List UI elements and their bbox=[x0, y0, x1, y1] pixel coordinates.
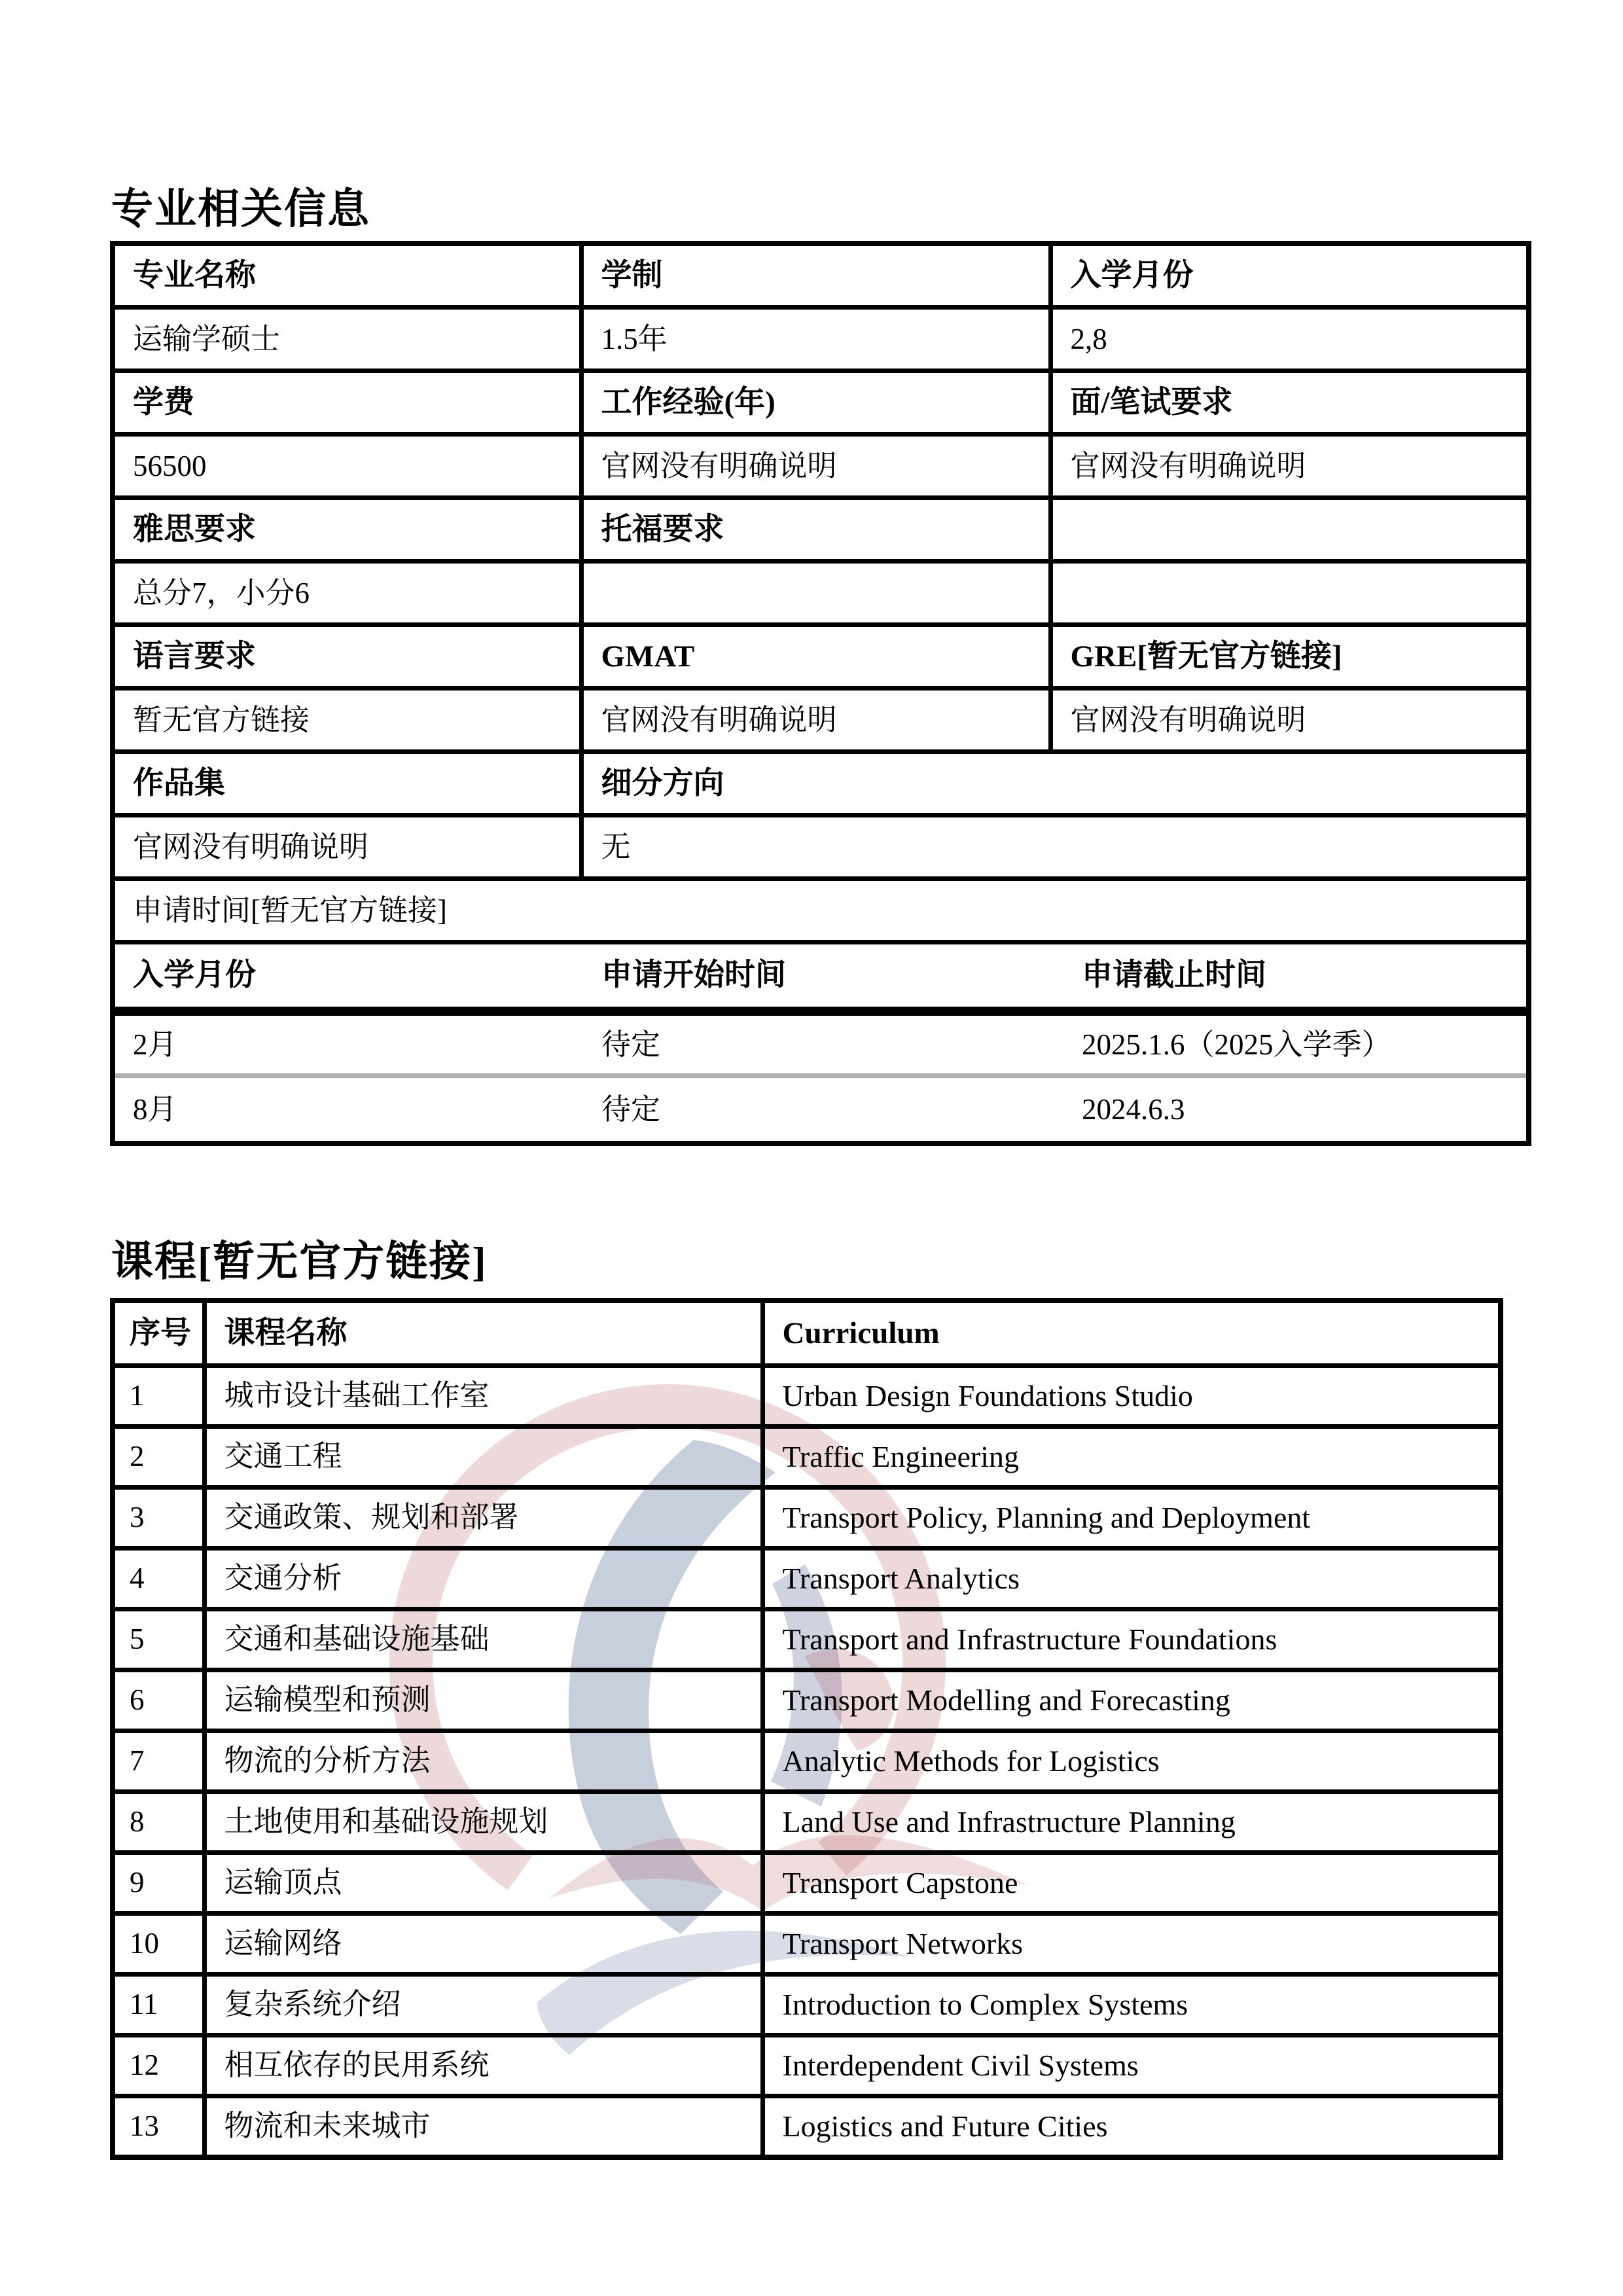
schedule-cell: 2025.1.6（2025入学季） bbox=[1064, 1011, 1526, 1076]
table-row bbox=[113, 1609, 1501, 1670]
course-index: 3 bbox=[113, 1488, 204, 1549]
course-name-cn: 交通和基础设施基础 bbox=[204, 1609, 762, 1670]
course-name-en: Transport Networks bbox=[762, 1914, 1501, 1975]
course-name-cn: 交通分析 bbox=[204, 1549, 762, 1609]
table-row bbox=[113, 1300, 1501, 1366]
table-row bbox=[115, 1011, 1526, 1076]
course-index: 6 bbox=[113, 1670, 204, 1731]
info-cell: 官网没有明确说明 bbox=[581, 435, 1050, 498]
info-cell: 官网没有明确说明 bbox=[1050, 435, 1529, 498]
course-name-cn: 相互依存的民用系统 bbox=[204, 2036, 762, 2096]
table-row bbox=[115, 944, 1526, 1011]
curriculum-table bbox=[110, 1298, 1503, 2160]
table-row bbox=[115, 1076, 1526, 1141]
course-index: 5 bbox=[113, 1609, 204, 1670]
info-cell: 无 bbox=[581, 816, 1529, 879]
course-index: 10 bbox=[113, 1914, 204, 1975]
info-cell: 官网没有明确说明 bbox=[1050, 689, 1529, 752]
course-name-cn: 物流的分析方法 bbox=[204, 1731, 762, 1792]
schedule-block bbox=[113, 942, 1529, 1144]
schedule-cell: 2024.6.3 bbox=[1082, 1093, 1185, 1126]
column-header: 托福要求 bbox=[581, 498, 1050, 562]
section1-title: 专业相关信息 bbox=[111, 186, 370, 232]
table-row bbox=[113, 1731, 1501, 1792]
schedule-cell: 2月 bbox=[115, 1011, 584, 1076]
table-row bbox=[113, 435, 1529, 498]
table-row bbox=[113, 1853, 1501, 1914]
table-row bbox=[113, 1914, 1501, 1975]
course-name-en: Interdependent Civil Systems bbox=[762, 2036, 1501, 2096]
table-row bbox=[113, 2036, 1501, 2096]
course-name-en: Introduction to Complex Systems bbox=[762, 1975, 1501, 2036]
course-index: 2 bbox=[113, 1427, 204, 1488]
course-name-en: Transport Capstone bbox=[762, 1853, 1501, 1914]
course-name-cn: 交通政策、规划和部署 bbox=[204, 1488, 762, 1549]
info-cell: 1.5年 bbox=[581, 308, 1050, 371]
course-name-cn: 交通工程 bbox=[204, 1427, 762, 1488]
course-name-en: Urban Design Foundations Studio bbox=[762, 1366, 1501, 1427]
program-info-table bbox=[110, 241, 1531, 1146]
table-row bbox=[113, 1670, 1501, 1731]
course-name-cn: 复杂系统介绍 bbox=[204, 1975, 762, 2036]
info-cell: 2,8 bbox=[1050, 308, 1529, 371]
table-row bbox=[113, 879, 1529, 942]
info-cell: 暂无官方链接 bbox=[113, 689, 581, 752]
course-index: 4 bbox=[113, 1549, 204, 1609]
table-row bbox=[113, 243, 1529, 308]
course-index: 8 bbox=[113, 1792, 204, 1853]
column-header: 序号 bbox=[113, 1300, 204, 1366]
table-row bbox=[113, 752, 1529, 816]
course-index: 12 bbox=[113, 2036, 204, 2096]
column-header: 专业名称 bbox=[113, 243, 581, 308]
section2-title: 课程[暂无官方链接] bbox=[111, 1238, 488, 1285]
column-header: 申请开始时间 bbox=[584, 944, 1064, 1011]
course-name-cn: 城市设计基础工作室 bbox=[204, 1366, 762, 1427]
course-name-cn: 运输网络 bbox=[204, 1914, 762, 1975]
table-row bbox=[113, 562, 1529, 625]
column-header: 面/笔试要求 bbox=[1050, 371, 1529, 435]
course-name-en: Analytic Methods for Logistics bbox=[762, 1731, 1501, 1792]
column-header: 学费 bbox=[113, 371, 581, 435]
table-row bbox=[113, 1366, 1501, 1427]
table-row bbox=[113, 625, 1529, 689]
table-row bbox=[113, 1488, 1501, 1549]
column-header: 申请截止时间 bbox=[1064, 944, 1526, 1011]
info-cell: 官网没有明确说明 bbox=[581, 689, 1050, 752]
schedule-cell: 8月 bbox=[133, 1093, 177, 1126]
schedule-cell: 待定 bbox=[601, 1093, 661, 1126]
course-name-en: Transport Modelling and Forecasting bbox=[762, 1670, 1501, 1731]
table-row bbox=[113, 1792, 1501, 1853]
column-header: 语言要求 bbox=[113, 625, 581, 689]
table-row bbox=[113, 498, 1529, 562]
table-row bbox=[113, 1427, 1501, 1488]
info-cell: 总分7，小分6 bbox=[113, 562, 581, 625]
course-name-en: Transport Analytics bbox=[762, 1549, 1501, 1609]
course-index: 11 bbox=[113, 1975, 204, 2036]
application-schedule-table bbox=[115, 944, 1526, 1141]
table-row bbox=[113, 942, 1529, 1144]
course-index: 9 bbox=[113, 1853, 204, 1914]
table-row bbox=[113, 308, 1529, 371]
course-name-en: Land Use and Infrastructure Planning bbox=[762, 1792, 1501, 1853]
info-cell bbox=[581, 562, 1050, 625]
column-header: 作品集 bbox=[113, 752, 581, 816]
column-header: GMAT bbox=[581, 625, 1050, 689]
column-header: 工作经验(年) bbox=[581, 371, 1050, 435]
info-cell: 运输学硕士 bbox=[113, 308, 581, 371]
table-row bbox=[113, 816, 1529, 879]
column-header: 细分方向 bbox=[581, 752, 1529, 816]
column-header: 入学月份 bbox=[1050, 243, 1529, 308]
info-cell: 56500 bbox=[113, 435, 581, 498]
column-header: GRE[暂无官方链接] bbox=[1050, 625, 1529, 689]
course-name-cn: 土地使用和基础设施规划 bbox=[204, 1792, 762, 1853]
course-name-en: Transport and Infrastructure Foundations bbox=[762, 1609, 1501, 1670]
course-index: 13 bbox=[113, 2096, 204, 2158]
column-header: 雅思要求 bbox=[113, 498, 581, 562]
column-header bbox=[1050, 498, 1529, 562]
course-index: 1 bbox=[113, 1366, 204, 1427]
course-name-en: Transport Policy, Planning and Deployment bbox=[762, 1488, 1501, 1549]
column-header: 入学月份 bbox=[115, 944, 584, 1011]
table-row bbox=[113, 371, 1529, 435]
table-row bbox=[113, 689, 1529, 752]
table-row bbox=[113, 1975, 1501, 2036]
column-header: Curriculum bbox=[762, 1300, 1501, 1366]
table-row bbox=[113, 2096, 1501, 2158]
course-name-cn: 物流和未来城市 bbox=[204, 2096, 762, 2158]
info-cell bbox=[1050, 562, 1529, 625]
course-name-cn: 运输模型和预测 bbox=[204, 1670, 762, 1731]
info-cell: 官网没有明确说明 bbox=[113, 816, 581, 879]
course-name-en: Traffic Engineering bbox=[762, 1427, 1501, 1488]
table-row bbox=[113, 1549, 1501, 1609]
application-time-cell: 申请时间[暂无官方链接] bbox=[113, 879, 1529, 942]
course-name-cn: 运输顶点 bbox=[204, 1853, 762, 1914]
schedule-cell: 待定 bbox=[584, 1011, 1064, 1076]
course-name-en: Logistics and Future Cities bbox=[762, 2096, 1501, 2158]
column-header: 学制 bbox=[581, 243, 1050, 308]
column-header: 课程名称 bbox=[204, 1300, 762, 1366]
course-index: 7 bbox=[113, 1731, 204, 1792]
